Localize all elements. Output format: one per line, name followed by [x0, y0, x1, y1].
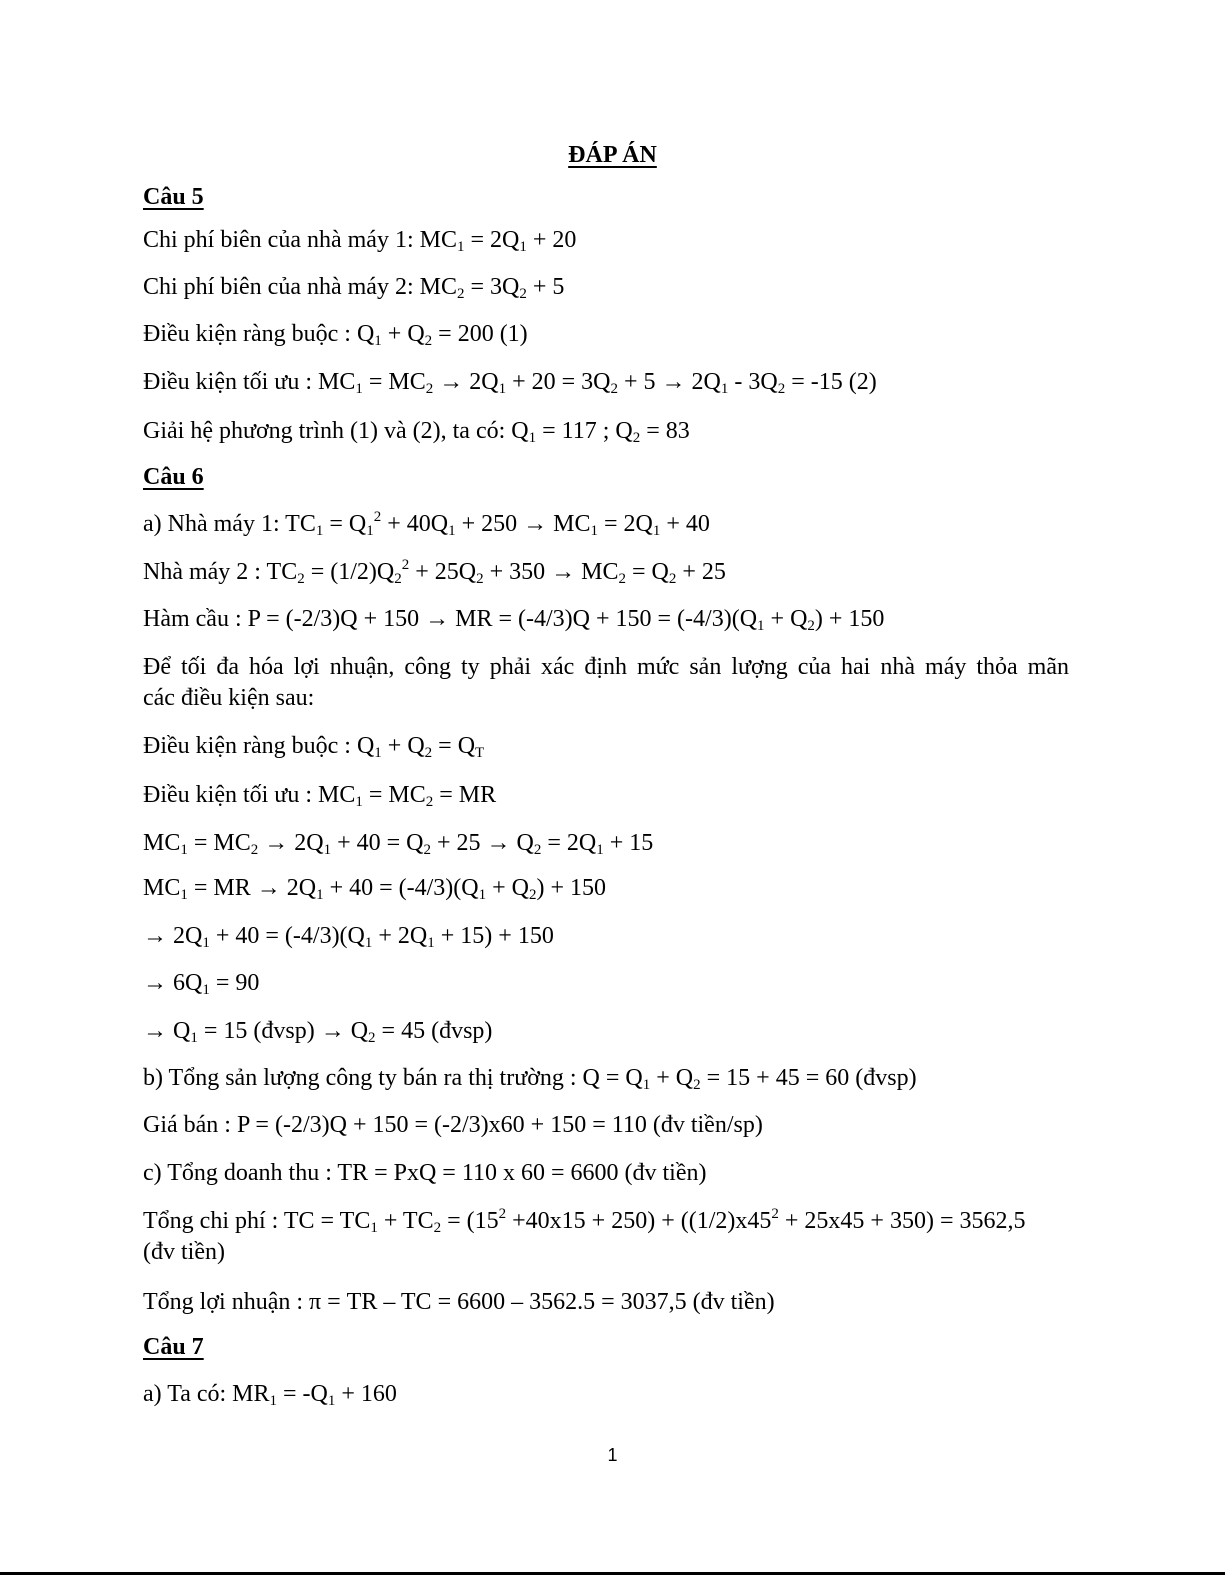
cau6-revenue-line: c) Tổng doanh thu : TR = PxQ = 110 x 60 = 6600 (đv tiền) [143, 1160, 707, 1186]
page-title: ĐÁP ÁN [568, 142, 657, 168]
cau6-intro-line2: các điều kiện sau: [143, 685, 315, 711]
cau6-profit-line: Tổng lợi nhuận : π = TR – TC = 6600 – 3562.5 = 3037,5 (đv tiền) [143, 1289, 775, 1315]
cau5-optimal-line: Điều kiện tối ưu : $MC_1 = MC_2 \to 2Q_1 + 20 = 3Q_2 + 5 \to 2Q_1 - 3Q_2 = -15$ (2) [143, 369, 877, 397]
cau6-total-cost-line1: Tổng chi phí : TC = $TC_1 + TC_2 = (15^2 +40x15 + 250) + ((1/2)x45^2 + 25x45 + 350) = 3562,5$ [143, 1206, 1026, 1236]
cau6-constraint-line: Điều kiện ràng buộc : $Q_1 + Q_2 = Q_T$ [143, 733, 485, 761]
cau6-demand-line: Hàm cầu : P = (-2/3)Q + 150 → MR = $(-4/3)Q + 150 = (-4/3)(Q_1 + Q_2) + 150$ [143, 606, 885, 634]
cau6-intro-paragraph [143, 652, 1069, 714]
cau6-eq1-line: $MC_1 = MC_2 \to 2Q_1 + 40 = Q_2 + 25 \to Q_2 = 2Q_1 + 15$ [143, 830, 654, 858]
cau6-eq4-line: → $6Q_1 = 90$ [143, 970, 260, 998]
cau7-mr1-line: a) Ta có: $MR_1 = -Q_1 + 160$ [143, 1381, 397, 1409]
cau6-optimal-line: Điều kiện tối ưu : $MC_1 = MC_2$ = MR [143, 782, 497, 810]
cau6-total-cost-paragraph [143, 1206, 1069, 1268]
section-heading-cau5: Câu 5 [143, 184, 204, 210]
cau5-mc2-line: Chi phí biên của nhà máy 2: $MC_2 = 3Q_2 + 5$ [143, 274, 565, 302]
cau6-plant1-line: a) Nhà máy 1: $TC_1 = Q_1^2 + 40Q_1 + 250 \to MC_1 = 2Q_1 + 40$ [143, 509, 710, 539]
section-heading-cau7: Câu 7 [143, 1334, 204, 1360]
cau6-total-output-line: b) Tổng sản lượng công ty bán ra thị trường : $Q = Q_1 + Q_2 = 15 + 45 = 60$ (đvsp) [143, 1065, 917, 1093]
cau5-mc1-line: Chi phí biên của nhà máy 1: $MC_1 = 2Q_1 + 20$ [143, 227, 577, 255]
cau5-solution-line: Giải hệ phương trình (1) và (2), ta có: $Q_1 = 117$ ; $Q_2 = 83$ [143, 418, 690, 446]
cau5-constraint-line: Điều kiện ràng buộc : $Q_1 + Q_2 = 200$ (1) [143, 321, 528, 349]
page-number: 1 [607, 1445, 618, 1465]
cau6-price-line: Giá bán : P = (-2/3)Q + 150 = (-2/3)x60 + 150 = 110 (đv tiền/sp) [143, 1112, 763, 1138]
cau6-intro-line1: Để tối đa hóa lợi nhuận, công ty phải xác định mức sản lượng của hai nhà máy thỏa mãn [143, 654, 1069, 680]
cau6-total-cost-line2: (đv tiền) [143, 1239, 225, 1265]
bottom-border [0, 1572, 1225, 1575]
cau6-eq5-line: → $Q_1 = 15$ (đvsp) → $Q_2 = 45$ (đvsp) [143, 1018, 493, 1046]
cau6-plant2-line: Nhà máy 2 : $TC_2 = (1/2)Q_2^2 + 25Q_2 + 350 \to MC_2 = Q_2 + 25$ [143, 557, 726, 587]
cau6-eq2-line: $MC_1$ = MR → $2Q_1 + 40 = (-4/3)(Q_1 + Q_2) + 150$ [143, 875, 607, 903]
cau6-eq3-line: → $2Q_1 + 40 = (-4/3)(Q_1 + 2Q_1 + 15) + 150$ [143, 923, 554, 951]
section-heading-cau6: Câu 6 [143, 464, 204, 490]
